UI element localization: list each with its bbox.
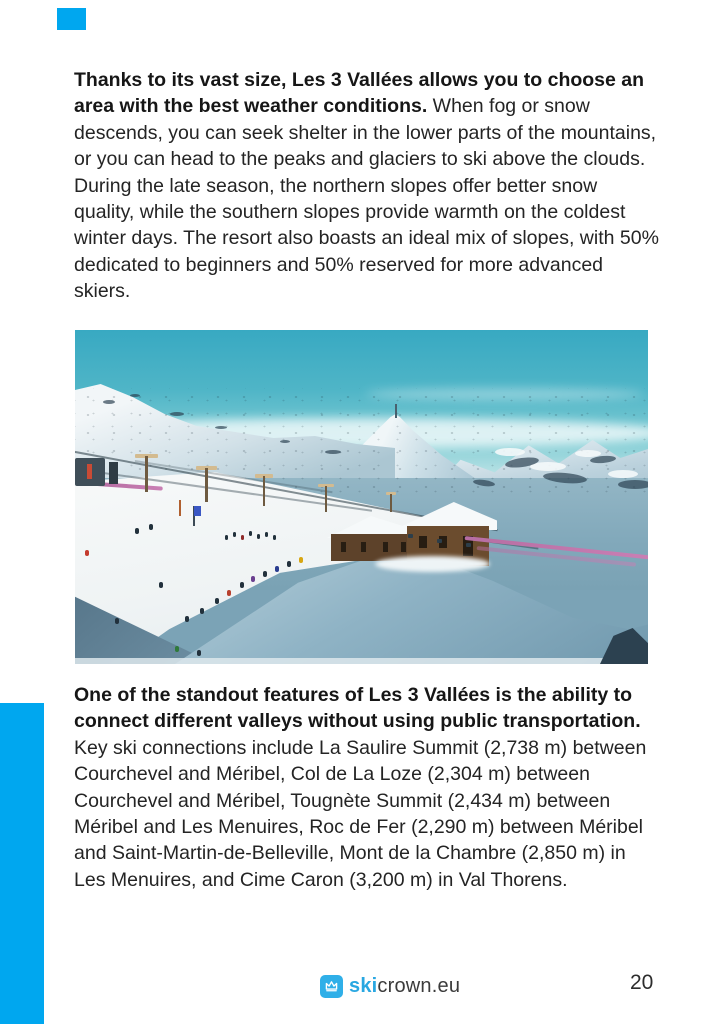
lift-pylon bbox=[325, 486, 327, 512]
paragraph-line: and Saint-Martin-de-Belleville, Mont de la Chambre (2,850 m) in bbox=[74, 842, 626, 865]
logo-ski-label: ski bbox=[349, 975, 378, 997]
gondola-cabin bbox=[408, 534, 413, 538]
paragraph-line: Courchevel and Méribel, Col de La Loze (2,304 m) between bbox=[74, 763, 590, 786]
lift-pylon bbox=[263, 476, 265, 506]
person-dot bbox=[233, 532, 236, 537]
paragraph-line: winter days. The resort also boasts an ideal mix of slopes, with 50% bbox=[74, 227, 659, 250]
lift-pylon bbox=[390, 494, 392, 512]
rock-patch bbox=[103, 400, 115, 404]
person-dot bbox=[149, 524, 153, 530]
rock-patch bbox=[280, 440, 290, 443]
paragraph-line: skiers. bbox=[74, 280, 131, 303]
person-dot bbox=[215, 598, 219, 604]
lift-pylon bbox=[145, 456, 148, 492]
snow-patch bbox=[495, 448, 525, 456]
footer-logo bbox=[320, 975, 460, 998]
intro-paragraph bbox=[74, 67, 674, 305]
paragraph-line: Thanks to its vast size, Les 3 Vallées allows you to choose an bbox=[74, 69, 645, 91]
gondola-cabin bbox=[466, 543, 471, 547]
person-dot bbox=[263, 571, 267, 577]
paragraph-line: area with the best weather conditions. When fog or snow bbox=[74, 95, 590, 118]
person-dot bbox=[225, 535, 228, 540]
paragraph-line: During the late season, the northern slopes offer better snow bbox=[74, 174, 598, 197]
person-dot bbox=[275, 566, 279, 572]
ski-resort-photo bbox=[75, 330, 648, 664]
lift-pylon bbox=[205, 468, 208, 502]
person-dot bbox=[257, 534, 260, 539]
person-dot bbox=[251, 576, 255, 582]
lift-station-sign bbox=[87, 464, 92, 479]
rock-patch bbox=[130, 394, 140, 397]
person-dot bbox=[115, 618, 119, 624]
person-dot bbox=[249, 531, 252, 536]
paragraph-line: connect different valleys without using public transportation. bbox=[74, 710, 641, 733]
paragraph-line: dedicated to beginners and 50% reserved for more advanced bbox=[74, 253, 604, 276]
person-dot bbox=[135, 528, 139, 534]
person-dot bbox=[265, 532, 268, 537]
person-dot bbox=[287, 561, 291, 567]
paragraph-line: descends, you can seek shelter in the lower parts of the mountains, bbox=[74, 121, 657, 144]
person-dot bbox=[227, 590, 231, 596]
paragraph-line: Key ski connections include La Saulire Summit (2,738 m) between bbox=[74, 736, 647, 759]
connections-paragraph bbox=[74, 682, 674, 893]
rock-patch bbox=[170, 412, 184, 416]
person-dot bbox=[85, 550, 89, 556]
paragraph-line: Courchevel and Méribel, Tougnète Summit (2,434 m) between bbox=[74, 789, 611, 812]
person-dot bbox=[175, 646, 179, 652]
slope-flag bbox=[194, 506, 201, 516]
page-corner-accent bbox=[57, 8, 86, 30]
paragraph-line: One of the standout features of Les 3 Vallées is the ability to bbox=[74, 684, 633, 706]
paragraph-line: Méribel and Les Menuires, Roc de Fer (2,290 m) between Méribel bbox=[74, 816, 644, 839]
rock-patch bbox=[325, 450, 341, 454]
logo-domain-label: crown.eu bbox=[377, 975, 461, 997]
person-dot bbox=[273, 535, 276, 540]
person-dot bbox=[241, 535, 244, 540]
paragraph-line: or you can head to the peaks and glaciers to ski above the clouds. bbox=[74, 148, 646, 171]
rock-patch bbox=[618, 480, 648, 489]
person-dot bbox=[240, 582, 244, 588]
lift-station-frame bbox=[109, 462, 118, 484]
rock-patch bbox=[215, 426, 227, 429]
gondola-cabin bbox=[437, 539, 442, 543]
snow-drift bbox=[375, 556, 490, 572]
paragraph-line: quality, while the southern slopes provide warmth on the coldest bbox=[74, 201, 626, 224]
left-accent-bar bbox=[0, 703, 44, 1024]
person-dot bbox=[299, 557, 303, 563]
person-dot bbox=[159, 582, 163, 588]
photo-bottom-light bbox=[75, 658, 648, 664]
person-dot bbox=[200, 608, 204, 614]
snow-patch bbox=[608, 470, 638, 478]
footer-logo-text bbox=[349, 975, 460, 998]
page-number: 20 bbox=[630, 971, 654, 994]
person-dot bbox=[185, 616, 189, 622]
crown-icon bbox=[320, 975, 343, 998]
slope-marker-pole bbox=[179, 500, 181, 516]
person-dot bbox=[197, 650, 201, 656]
paragraph-line: Les Menuires, and Cime Caron (3,200 m) in Val Thorens. bbox=[74, 868, 568, 891]
